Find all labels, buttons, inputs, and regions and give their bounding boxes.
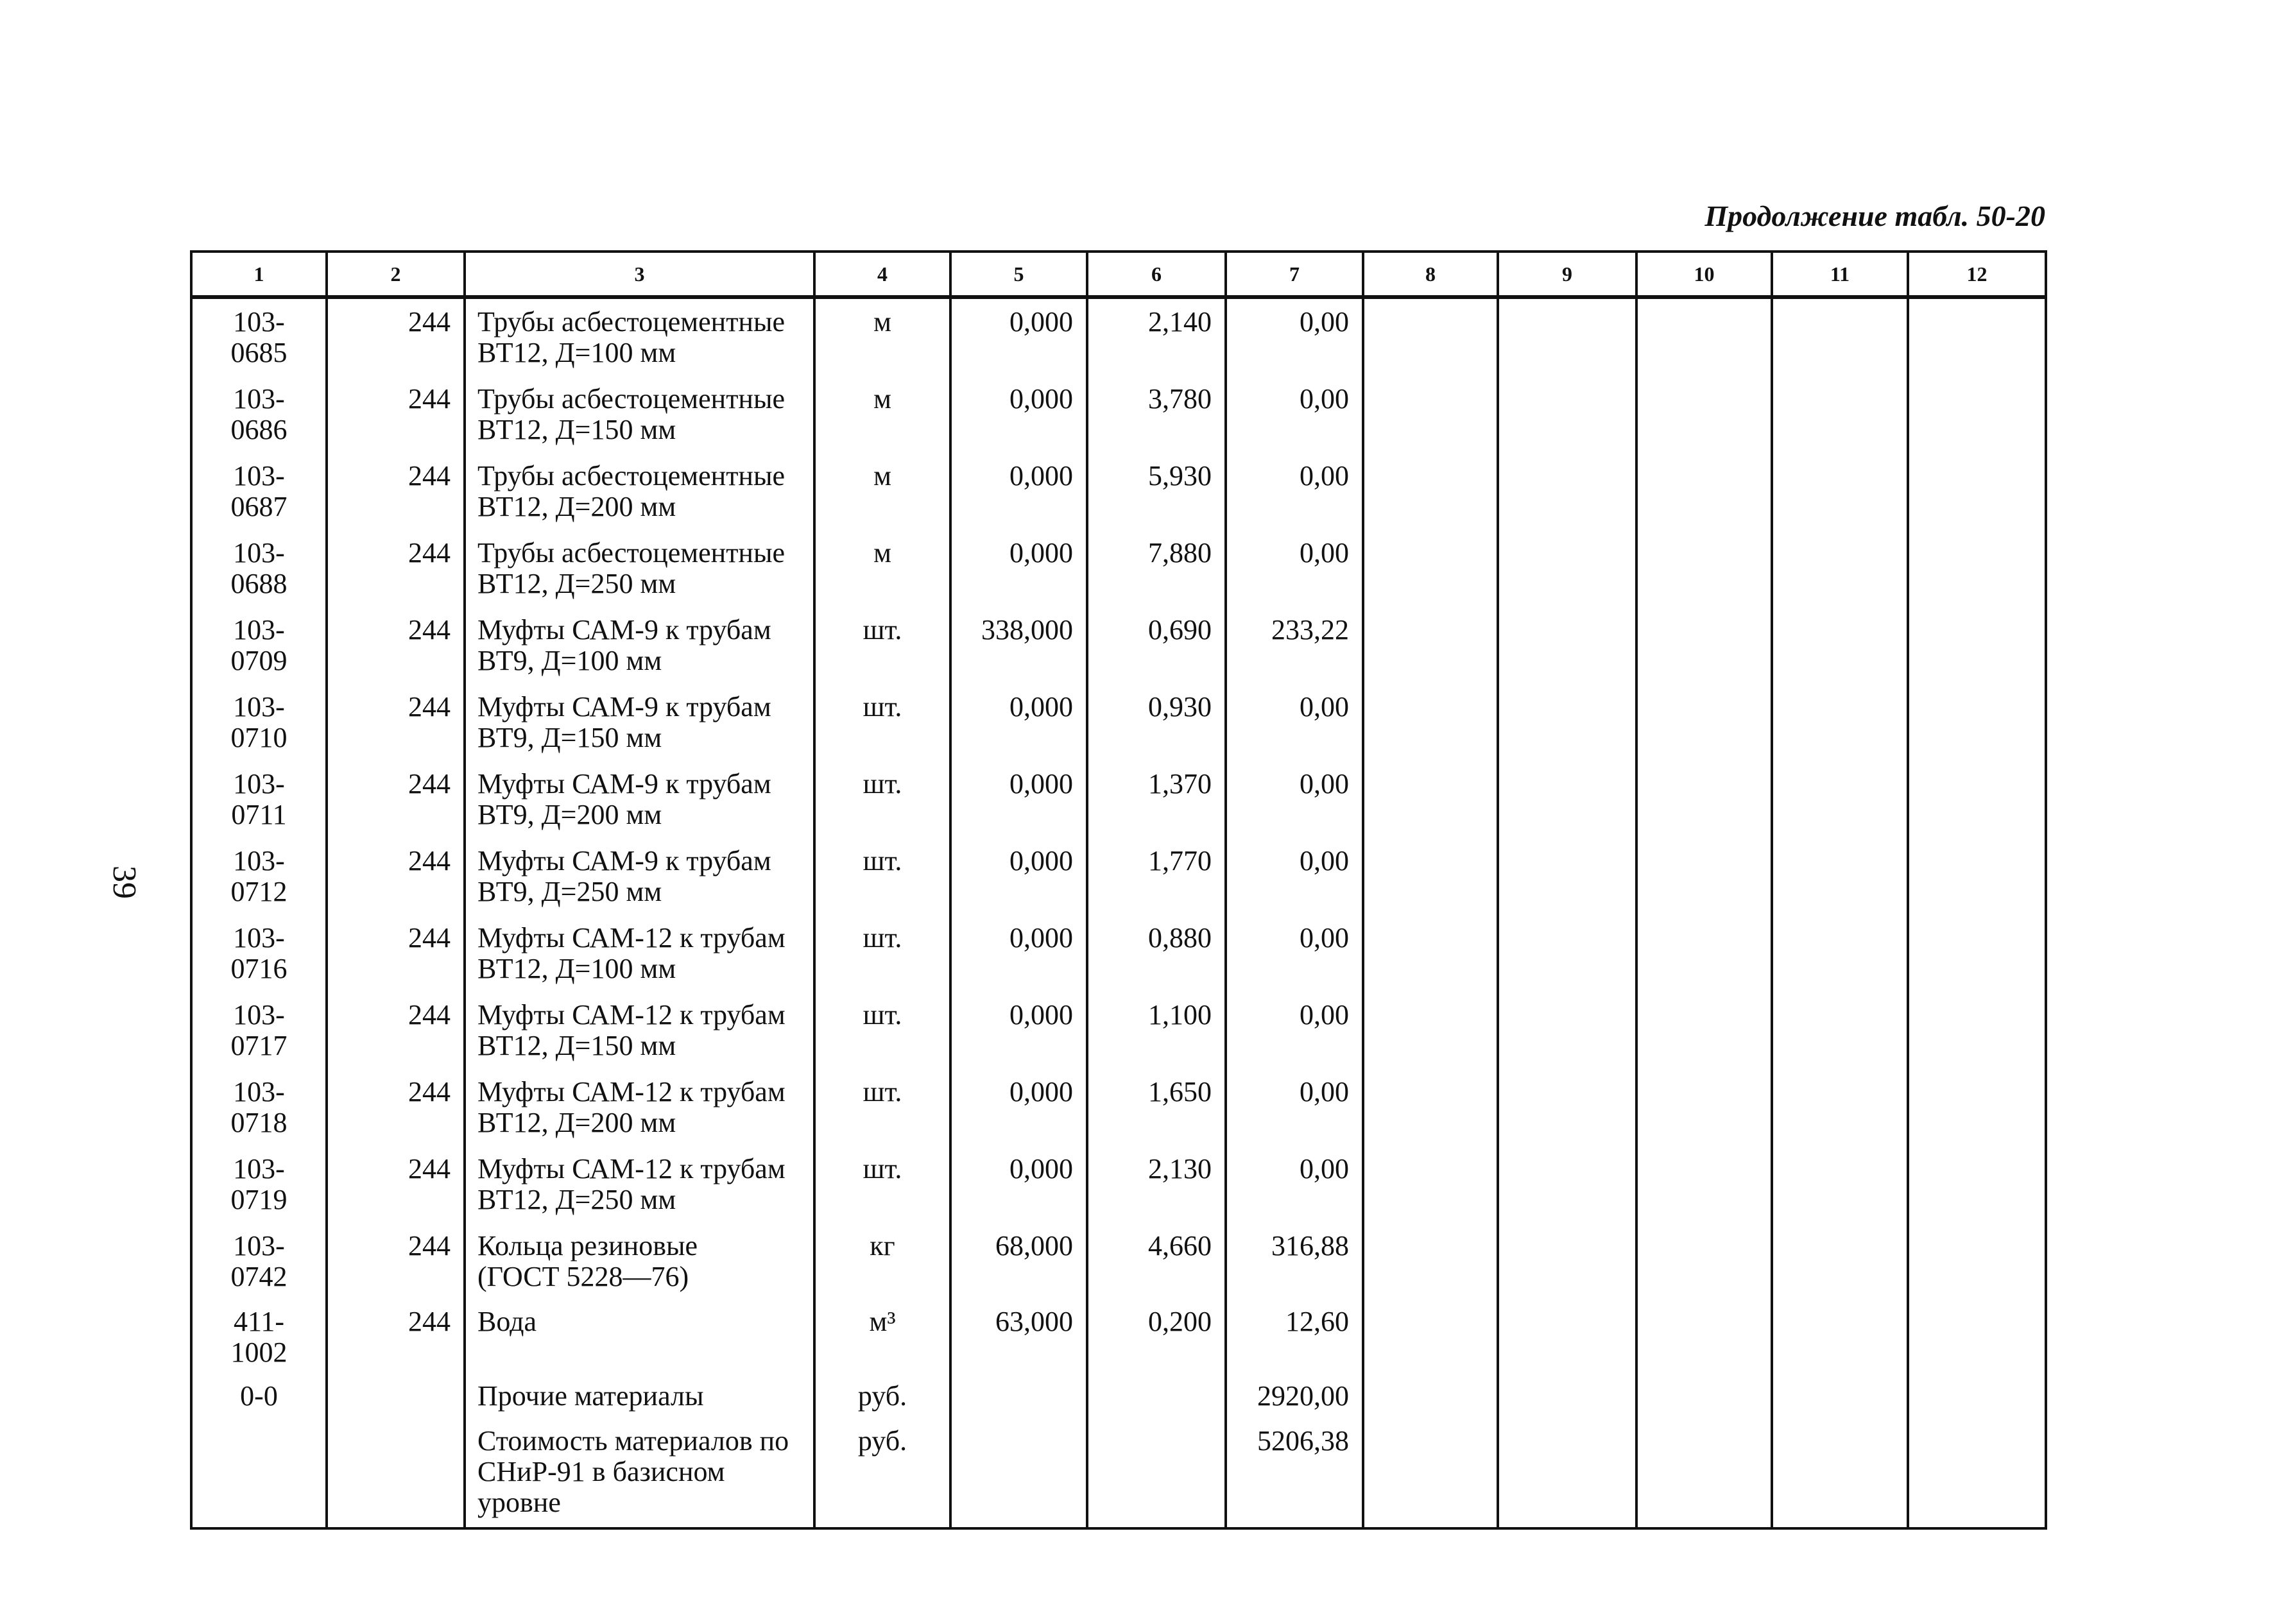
- cell-name: [465, 607, 814, 684]
- table-row: [191, 1146, 2046, 1223]
- cell-col11: [1772, 684, 1908, 761]
- column-header-10: 10: [1636, 252, 1772, 297]
- cell-col6: 4,660: [1087, 1223, 1226, 1300]
- cell-name-line: СНиР-91 в базисном: [477, 1456, 725, 1487]
- cell-name-line: Трубы асбестоцементные: [477, 460, 786, 491]
- cell-col6: 2,140: [1087, 297, 1226, 376]
- cell-col5: 0,000: [950, 1146, 1087, 1223]
- cell-unit: шт.: [814, 607, 950, 684]
- cell-col6: [1087, 1418, 1226, 1528]
- cell-col11: [1772, 1146, 1908, 1223]
- cell-col7: 316,88: [1226, 1223, 1363, 1300]
- cell-unit: шт.: [814, 761, 950, 838]
- cell-col10: [1636, 838, 1772, 915]
- cell-col8: [1363, 761, 1498, 838]
- cell-col10: [1636, 453, 1772, 530]
- cell-name: [465, 1418, 814, 1528]
- cell-col8: [1363, 1146, 1498, 1223]
- cell-col5: [950, 1418, 1087, 1528]
- cell-col8: [1363, 915, 1498, 992]
- cell-col9: [1498, 915, 1636, 992]
- cell-unit: м: [814, 530, 950, 607]
- cell-col5: 0,000: [950, 453, 1087, 530]
- cell-name: [465, 1374, 814, 1418]
- cell-name-line: ВТ9, Д=150 мм: [477, 722, 662, 753]
- cell-name: [465, 297, 814, 376]
- cell-col11: [1772, 1418, 1908, 1528]
- column-header-4: 4: [814, 252, 950, 297]
- cell-name-line: Муфты САМ-12 к трубам: [477, 1076, 786, 1107]
- column-header-5: 5: [950, 252, 1087, 297]
- table-row: [191, 1374, 2046, 1418]
- cell-name-line: ВТ12, Д=200 мм: [477, 491, 676, 522]
- cell-col5: 0,000: [950, 297, 1087, 376]
- cell-col11: [1772, 297, 1908, 376]
- cell-name: [465, 453, 814, 530]
- cell-name-line: Муфты САМ-9 к трубам: [477, 768, 771, 799]
- cell-unit: шт.: [814, 684, 950, 761]
- cell-col9: [1498, 1374, 1636, 1418]
- cell-unit: шт.: [814, 915, 950, 992]
- cell-col5: 0,000: [950, 838, 1087, 915]
- cell-col5: 0,000: [950, 761, 1087, 838]
- table-row: [191, 453, 2046, 530]
- cell-col11: [1772, 992, 1908, 1069]
- cell-col11: [1772, 453, 1908, 530]
- cell-name-line: Вода: [477, 1306, 537, 1337]
- cell-col10: [1636, 1146, 1772, 1223]
- cell-name-line: Трубы асбестоцементные: [477, 306, 786, 338]
- column-header-1: 1: [191, 252, 327, 297]
- table-row: [191, 376, 2046, 453]
- cell-name: [465, 915, 814, 992]
- cell-unit: шт.: [814, 992, 950, 1069]
- cell-name-line: Муфты САМ-12 к трубам: [477, 1153, 786, 1184]
- cell-col2: 244: [327, 376, 465, 453]
- cell-col12: [1908, 992, 2046, 1069]
- cell-col5: 68,000: [950, 1223, 1087, 1300]
- cell-name-line: ВТ9, Д=250 мм: [477, 876, 662, 907]
- cell-name-line: Муфты САМ-9 к трубам: [477, 845, 771, 876]
- cell-col7: 0,00: [1226, 761, 1363, 838]
- cell-col10: [1636, 915, 1772, 992]
- cell-col9: [1498, 453, 1636, 530]
- cell-col8: [1363, 1223, 1498, 1300]
- cell-col8: [1363, 453, 1498, 530]
- cell-code: 103-0712: [191, 838, 327, 915]
- materials-table-container: [190, 250, 2045, 1530]
- cell-code: 103-0688: [191, 530, 327, 607]
- cell-name: [465, 1223, 814, 1300]
- cell-col12: [1908, 1418, 2046, 1528]
- cell-col11: [1772, 761, 1908, 838]
- cell-name-line: Муфты САМ-9 к трубам: [477, 614, 771, 645]
- cell-col12: [1908, 607, 2046, 684]
- cell-col9: [1498, 838, 1636, 915]
- cell-col7: 5206,38: [1226, 1418, 1363, 1528]
- cell-name: [465, 684, 814, 761]
- cell-unit: кг: [814, 1223, 950, 1300]
- cell-col11: [1772, 376, 1908, 453]
- cell-unit: м³: [814, 1300, 950, 1374]
- cell-col12: [1908, 1146, 2046, 1223]
- cell-name-line: ВТ9, Д=100 мм: [477, 645, 662, 676]
- cell-col2: 244: [327, 684, 465, 761]
- cell-name: [465, 530, 814, 607]
- cell-name-line: ВТ12, Д=250 мм: [477, 1184, 676, 1215]
- cell-col9: [1498, 376, 1636, 453]
- cell-col9: [1498, 297, 1636, 376]
- column-header-11: 11: [1772, 252, 1908, 297]
- cell-col12: [1908, 1374, 2046, 1418]
- cell-col2: 244: [327, 761, 465, 838]
- cell-name: [465, 992, 814, 1069]
- table-row: [191, 992, 2046, 1069]
- cell-col8: [1363, 530, 1498, 607]
- cell-name-line: ВТ12, Д=250 мм: [477, 568, 676, 599]
- cell-col12: [1908, 1300, 2046, 1374]
- column-header-7: 7: [1226, 252, 1363, 297]
- cell-code: 103-0709: [191, 607, 327, 684]
- cell-col12: [1908, 376, 2046, 453]
- cell-col10: [1636, 297, 1772, 376]
- cell-code: 103-0718: [191, 1069, 327, 1146]
- cell-name-line: ВТ12, Д=150 мм: [477, 414, 676, 445]
- cell-col7: 12,60: [1226, 1300, 1363, 1374]
- cell-col9: [1498, 1223, 1636, 1300]
- table-row: [191, 838, 2046, 915]
- cell-unit: м: [814, 297, 950, 376]
- table-row: [191, 297, 2046, 376]
- cell-col6: [1087, 1374, 1226, 1418]
- cell-col5: 0,000: [950, 376, 1087, 453]
- cell-unit: шт.: [814, 1069, 950, 1146]
- cell-col6: 1,100: [1087, 992, 1226, 1069]
- cell-col5: 0,000: [950, 530, 1087, 607]
- cell-code: 0-0: [191, 1374, 327, 1418]
- cell-name-line: (ГОСТ 5228—76): [477, 1261, 689, 1292]
- cell-col2: 244: [327, 453, 465, 530]
- cell-col8: [1363, 376, 1498, 453]
- cell-col2: 244: [327, 992, 465, 1069]
- cell-col9: [1498, 684, 1636, 761]
- cell-col12: [1908, 1069, 2046, 1146]
- cell-col6: 0,930: [1087, 684, 1226, 761]
- cell-col7: 0,00: [1226, 992, 1363, 1069]
- cell-col6: 0,690: [1087, 607, 1226, 684]
- cell-name-line: ВТ12, Д=100 мм: [477, 337, 676, 368]
- cell-col9: [1498, 992, 1636, 1069]
- cell-col8: [1363, 1300, 1498, 1374]
- cell-col10: [1636, 530, 1772, 607]
- cell-col11: [1772, 530, 1908, 607]
- cell-col6: 1,650: [1087, 1069, 1226, 1146]
- cell-col5: 0,000: [950, 992, 1087, 1069]
- page-number: 39: [106, 866, 142, 899]
- cell-name: [465, 1069, 814, 1146]
- cell-col12: [1908, 684, 2046, 761]
- cell-unit: шт.: [814, 1146, 950, 1223]
- cell-col2: 244: [327, 838, 465, 915]
- cell-code: [191, 1418, 327, 1528]
- cell-col6: 2,130: [1087, 1146, 1226, 1223]
- cell-col5: 0,000: [950, 684, 1087, 761]
- cell-col12: [1908, 297, 2046, 376]
- cell-col5: 338,000: [950, 607, 1087, 684]
- cell-name: [465, 838, 814, 915]
- cell-col8: [1363, 684, 1498, 761]
- table-row: [191, 607, 2046, 684]
- cell-col8: [1363, 297, 1498, 376]
- cell-name: [465, 761, 814, 838]
- table-row: [191, 530, 2046, 607]
- cell-col11: [1772, 1223, 1908, 1300]
- cell-code: 103-0719: [191, 1146, 327, 1223]
- cell-col10: [1636, 992, 1772, 1069]
- cell-name-line: Стоимость материалов по: [477, 1425, 789, 1457]
- cell-name-line: Муфты САМ-9 к трубам: [477, 691, 771, 722]
- cell-col10: [1636, 1300, 1772, 1374]
- column-header-9: 9: [1498, 252, 1636, 297]
- cell-code: 103-0686: [191, 376, 327, 453]
- column-header-12: 12: [1908, 252, 2046, 297]
- cell-col12: [1908, 530, 2046, 607]
- cell-col6: 5,930: [1087, 453, 1226, 530]
- cell-col7: 0,00: [1226, 530, 1363, 607]
- cell-col5: 0,000: [950, 1069, 1087, 1146]
- cell-col8: [1363, 607, 1498, 684]
- column-header-8: 8: [1363, 252, 1498, 297]
- cell-col10: [1636, 1223, 1772, 1300]
- cell-col9: [1498, 1069, 1636, 1146]
- cell-col7: 2920,00: [1226, 1374, 1363, 1418]
- cell-col11: [1772, 1374, 1908, 1418]
- cell-col2: 244: [327, 1069, 465, 1146]
- cell-col2: 244: [327, 297, 465, 376]
- cell-code: 103-0716: [191, 915, 327, 992]
- column-number-row: [191, 252, 2046, 297]
- cell-col11: [1772, 1300, 1908, 1374]
- cell-col9: [1498, 1300, 1636, 1374]
- cell-col8: [1363, 1069, 1498, 1146]
- cell-col5: [950, 1374, 1087, 1418]
- cell-col7: 0,00: [1226, 453, 1363, 530]
- cell-code: 411-1002: [191, 1300, 327, 1374]
- cell-unit: руб.: [814, 1374, 950, 1418]
- cell-name-line: ВТ12, Д=150 мм: [477, 1030, 676, 1061]
- cell-col2: 244: [327, 1146, 465, 1223]
- cell-col7: 0,00: [1226, 376, 1363, 453]
- cell-col8: [1363, 1418, 1498, 1528]
- cell-col2: 244: [327, 1223, 465, 1300]
- column-header-2: 2: [327, 252, 465, 297]
- table-caption: Продолжение табл. 50-20: [1704, 200, 2045, 232]
- cell-col11: [1772, 607, 1908, 684]
- cell-col2: 244: [327, 607, 465, 684]
- cell-col12: [1908, 761, 2046, 838]
- cell-name: [465, 376, 814, 453]
- cell-name: [465, 1146, 814, 1223]
- cell-col6: 3,780: [1087, 376, 1226, 453]
- table-row: [191, 1069, 2046, 1146]
- cell-col10: [1636, 1418, 1772, 1528]
- table-row: [191, 684, 2046, 761]
- table-row: [191, 761, 2046, 838]
- cell-col5: 63,000: [950, 1300, 1087, 1374]
- cell-code: 103-0717: [191, 992, 327, 1069]
- cell-col5: 0,000: [950, 915, 1087, 992]
- cell-col9: [1498, 1418, 1636, 1528]
- cell-col6: 1,770: [1087, 838, 1226, 915]
- cell-code: 103-0711: [191, 761, 327, 838]
- table-row: [191, 1418, 2046, 1528]
- cell-col10: [1636, 376, 1772, 453]
- table-row: [191, 915, 2046, 992]
- cell-col10: [1636, 1069, 1772, 1146]
- cell-col11: [1772, 838, 1908, 915]
- column-header-3: 3: [465, 252, 814, 297]
- cell-unit: м: [814, 376, 950, 453]
- cell-code: 103-0742: [191, 1223, 327, 1300]
- cell-name-line: Кольца резиновые: [477, 1230, 698, 1261]
- cell-col7: 0,00: [1226, 915, 1363, 992]
- cell-code: 103-0687: [191, 453, 327, 530]
- cell-col11: [1772, 1069, 1908, 1146]
- cell-col7: 0,00: [1226, 1146, 1363, 1223]
- cell-col8: [1363, 1374, 1498, 1418]
- cell-name-line: ВТ9, Д=200 мм: [477, 799, 662, 830]
- cell-name-line: Муфты САМ-12 к трубам: [477, 999, 786, 1030]
- cell-name: [465, 1300, 814, 1374]
- cell-name-line: Прочие материалы: [477, 1380, 704, 1412]
- cell-col2: 244: [327, 530, 465, 607]
- cell-unit: руб.: [814, 1418, 950, 1528]
- cell-col10: [1636, 761, 1772, 838]
- cell-col12: [1908, 453, 2046, 530]
- cell-code: 103-0685: [191, 297, 327, 376]
- cell-name-line: Муфты САМ-12 к трубам: [477, 922, 786, 953]
- cell-col11: [1772, 915, 1908, 992]
- cell-col2: [327, 1374, 465, 1418]
- cell-col6: 0,880: [1087, 915, 1226, 992]
- cell-col10: [1636, 607, 1772, 684]
- table-row: [191, 1300, 2046, 1374]
- cell-col8: [1363, 992, 1498, 1069]
- cell-col8: [1363, 838, 1498, 915]
- cell-col7: 0,00: [1226, 297, 1363, 376]
- cell-unit: м: [814, 453, 950, 530]
- cell-code: 103-0710: [191, 684, 327, 761]
- cell-col7: 0,00: [1226, 838, 1363, 915]
- cell-col9: [1498, 607, 1636, 684]
- cell-name-line: ВТ12, Д=100 мм: [477, 953, 676, 984]
- table-body: [191, 297, 2046, 1528]
- cell-name-line: Трубы асбестоцементные: [477, 537, 786, 568]
- cell-col6: 1,370: [1087, 761, 1226, 838]
- cell-col9: [1498, 761, 1636, 838]
- cell-col12: [1908, 1223, 2046, 1300]
- cell-col10: [1636, 684, 1772, 761]
- materials-table: [190, 250, 2047, 1530]
- cell-col7: 233,22: [1226, 607, 1363, 684]
- cell-col2: 244: [327, 915, 465, 992]
- cell-col12: [1908, 915, 2046, 992]
- cell-col7: 0,00: [1226, 684, 1363, 761]
- cell-col2: [327, 1418, 465, 1528]
- cell-name-line: Трубы асбестоцементные: [477, 383, 786, 415]
- cell-col2: 244: [327, 1300, 465, 1374]
- column-header-6: 6: [1087, 252, 1226, 297]
- table-row: [191, 1223, 2046, 1300]
- cell-col6: 7,880: [1087, 530, 1226, 607]
- cell-unit: шт.: [814, 838, 950, 915]
- cell-name-line: ВТ12, Д=200 мм: [477, 1107, 676, 1138]
- cell-col6: 0,200: [1087, 1300, 1226, 1374]
- cell-col12: [1908, 838, 2046, 915]
- cell-col9: [1498, 1146, 1636, 1223]
- cell-col9: [1498, 530, 1636, 607]
- cell-col10: [1636, 1374, 1772, 1418]
- cell-col7: 0,00: [1226, 1069, 1363, 1146]
- cell-name-line: уровне: [477, 1487, 561, 1518]
